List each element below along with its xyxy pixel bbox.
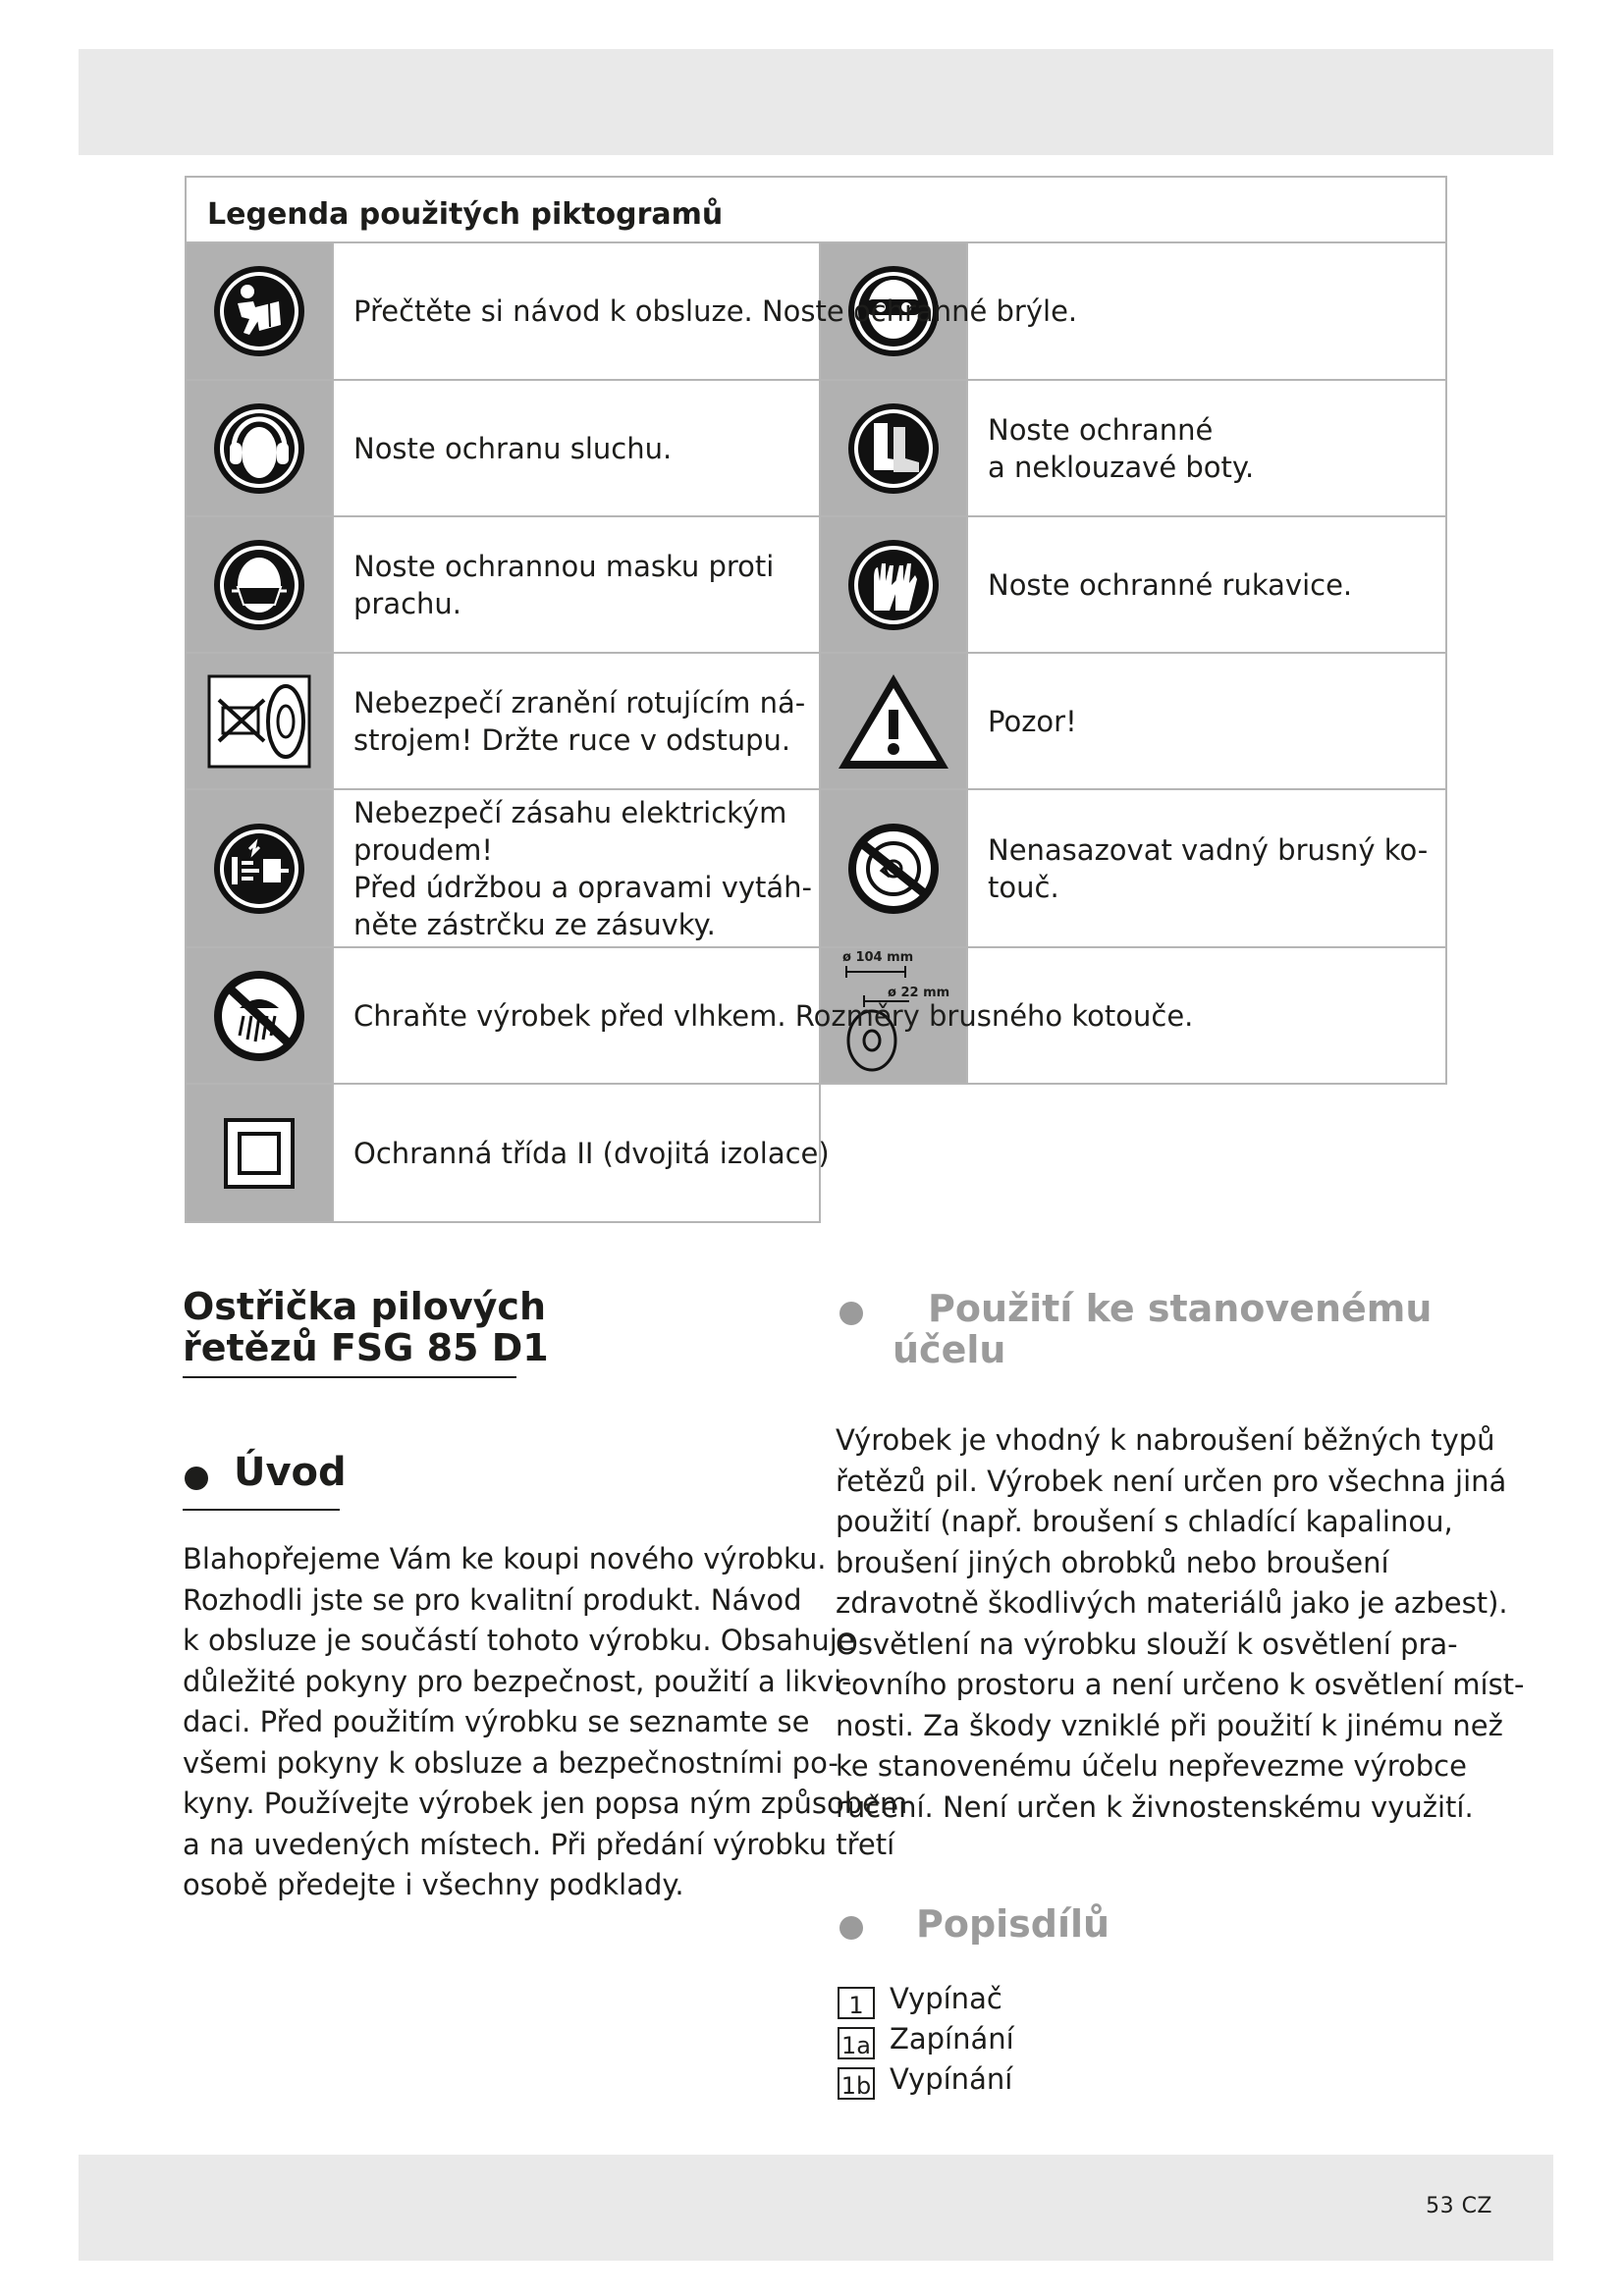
part-number: 1a	[838, 2027, 875, 2059]
pictogram-description: strojem! Držte ruce v odstupu.	[353, 723, 791, 757]
pictogram-description-cell	[332, 1083, 830, 1223]
pictogram-description-cell	[332, 379, 821, 517]
intro-line: kyny. Používejte výrobek jen popsa ným způsobem	[183, 1787, 908, 1820]
protective-gloves-icon	[844, 536, 943, 638]
pictogram-cell	[819, 515, 968, 654]
bullet-icon	[839, 1302, 863, 1325]
part-number: 1b	[838, 2067, 875, 2100]
product-title-line-1: Ostřička pilových	[183, 1285, 546, 1328]
product-title	[183, 1286, 549, 1368]
page-number: 53 CZ	[1426, 2194, 1492, 2218]
pictogram-description: touč.	[988, 871, 1059, 904]
footer-band	[79, 2155, 1553, 2261]
intended-use-paragraph	[836, 1420, 1525, 1828]
pictogram-cell	[185, 515, 334, 654]
intro-line: k obsluze je součástí tohoto výrobku. Obsahuje	[183, 1624, 855, 1657]
pictogram-cell	[185, 946, 334, 1085]
pictogram-cell	[185, 241, 334, 381]
pictogram-description: Přečtěte si návod k obsluze. Noste ochranné brýle.	[353, 294, 1078, 328]
part-number: 1	[838, 1987, 875, 2019]
title-underline	[183, 1376, 516, 1378]
rotating-tool-hazard-icon	[205, 672, 313, 774]
intro-line: důležité pokyny pro bezpečnost, použití a likvi-	[183, 1664, 852, 1698]
disc-bore-diameter: ø 22 mm	[888, 986, 950, 1000]
intended-use-line: Výrobek je vhodný k nabroušení běžných typů	[836, 1423, 1495, 1457]
pictogram-description-cell	[332, 241, 1078, 381]
intro-line: Blahopřejeme Vám ke koupi nového výrobku.	[183, 1542, 827, 1575]
pictogram-cell	[819, 652, 968, 790]
pictogram-description-cell	[332, 788, 821, 948]
pictogram-cell	[185, 788, 334, 948]
legend-header	[185, 176, 1447, 243]
pictogram-description: Pozor!	[988, 705, 1077, 738]
pictogram-description: prachu.	[353, 587, 462, 620]
legend-title: Legenda použitých piktogramů	[207, 197, 724, 232]
dust-mask-icon	[210, 536, 308, 638]
pictogram-description: Chraňte výrobek před vlhkem. Rozměry brusného kotouče.	[353, 999, 1194, 1033]
intro-paragraph	[183, 1539, 907, 1906]
pictogram-description-cell	[966, 788, 1447, 948]
top-band	[79, 49, 1553, 155]
intro-line: daci. Před použitím výrobku se seznamte se	[183, 1705, 810, 1738]
pictogram-cell	[819, 788, 968, 948]
part-label: Vypínání	[890, 2062, 1013, 2096]
pictogram-cell	[185, 652, 334, 790]
pictogram-description-cell	[966, 379, 1447, 517]
pictogram-description-cell	[332, 515, 821, 654]
pictogram-cell	[185, 379, 334, 517]
damaged-disc-prohibited-icon	[844, 820, 943, 922]
ear-protection-icon	[210, 400, 308, 502]
pictogram-description-cell	[966, 515, 1447, 654]
protection-class-ii-icon	[220, 1114, 298, 1197]
pictogram-description: Noste ochranné	[988, 413, 1214, 447]
intended-use-line: ručení. Není určen k živnostenskému využití.	[836, 1789, 1474, 1824]
heading-underline	[183, 1509, 340, 1511]
read-manual-icon	[210, 262, 308, 364]
intended-use-line: Osvětlení na výrobku slouží k osvětlení pra-	[836, 1627, 1458, 1661]
intended-use-heading-line-2: účelu	[893, 1328, 1006, 1371]
pictogram-description: a neklouzavé boty.	[988, 451, 1255, 484]
pictogram-description: Nebezpečí zásahu elektrickým	[353, 796, 787, 829]
pictogram-description: něte zástrčku ze zásuvky.	[353, 908, 716, 941]
intended-use-line: řetězů pil. Výrobek není určen pro všechna jiná	[836, 1464, 1507, 1498]
intro-heading-text: Úvod	[234, 1450, 347, 1495]
intended-use-heading-line-1: Použití ke stanovenému	[928, 1287, 1433, 1330]
pictogram-description-cell	[332, 652, 821, 790]
unplug-before-maintenance-icon	[210, 820, 308, 922]
pictogram-description-cell	[966, 652, 1447, 790]
pictogram-description: Před údržbou a opravami vytáh-	[353, 871, 813, 904]
disc-outer-diameter: ø 104 mm	[842, 950, 914, 965]
pictogram-description: Nenasazovat vadný brusný ko-	[988, 833, 1429, 867]
intro-line: všemi pokyny k obsluze a bezpečnostními po-	[183, 1745, 839, 1780]
part-label: Zapínání	[890, 2022, 1014, 2056]
bullet-icon	[839, 1916, 863, 1940]
intended-use-line: nosti. Za škody vzniklé při použití k jinému než	[836, 1708, 1503, 1742]
pictogram-description: Nebezpečí zranění rotujícím ná-	[353, 686, 806, 720]
intended-use-line: covního prostoru a není určeno k osvětlení míst-	[836, 1668, 1525, 1701]
intended-use-line: zdravotně škodlivých materiálů jako je azbest).	[836, 1586, 1508, 1620]
pictogram-description: Ochranná třída II (dvojitá izolace)	[353, 1137, 830, 1170]
pictogram-legend-table	[185, 176, 1447, 1223]
warning-triangle-icon	[835, 670, 952, 776]
intro-line: a na uvedených místech. Při předání výrobku třetí	[183, 1827, 895, 1861]
parts-heading-text: Popisdílů	[916, 1902, 1110, 1946]
pictogram-cell	[819, 379, 968, 517]
product-title-line-2: řetězů FSG 85 D1	[183, 1326, 549, 1369]
pictogram-description: Noste ochranu sluchu.	[353, 432, 673, 465]
pictogram-cell	[185, 1083, 334, 1223]
pictogram-description: Noste ochranné rukavice.	[988, 568, 1353, 602]
part-label: Vypínač	[890, 1982, 1002, 2015]
pictogram-description: Noste ochrannou masku proti	[353, 550, 775, 583]
intended-use-line: ke stanovenému účelu nepřevezme výrobce	[836, 1749, 1467, 1783]
intended-use-line: broušení jiných obrobků nebo broušení	[836, 1545, 1389, 1579]
protect-from-moisture-icon	[210, 967, 308, 1069]
safety-boots-icon	[844, 400, 943, 502]
intro-line: Rozhodli jste se pro kvalitní produkt. Návod	[183, 1582, 802, 1617]
intended-use-line: použití (např. broušení s chladící kapalinou,	[836, 1505, 1453, 1538]
bullet-icon	[185, 1467, 208, 1490]
intro-line: osobě předejte i všechny podklady.	[183, 1868, 684, 1901]
pictogram-description: proudem!	[353, 833, 493, 867]
